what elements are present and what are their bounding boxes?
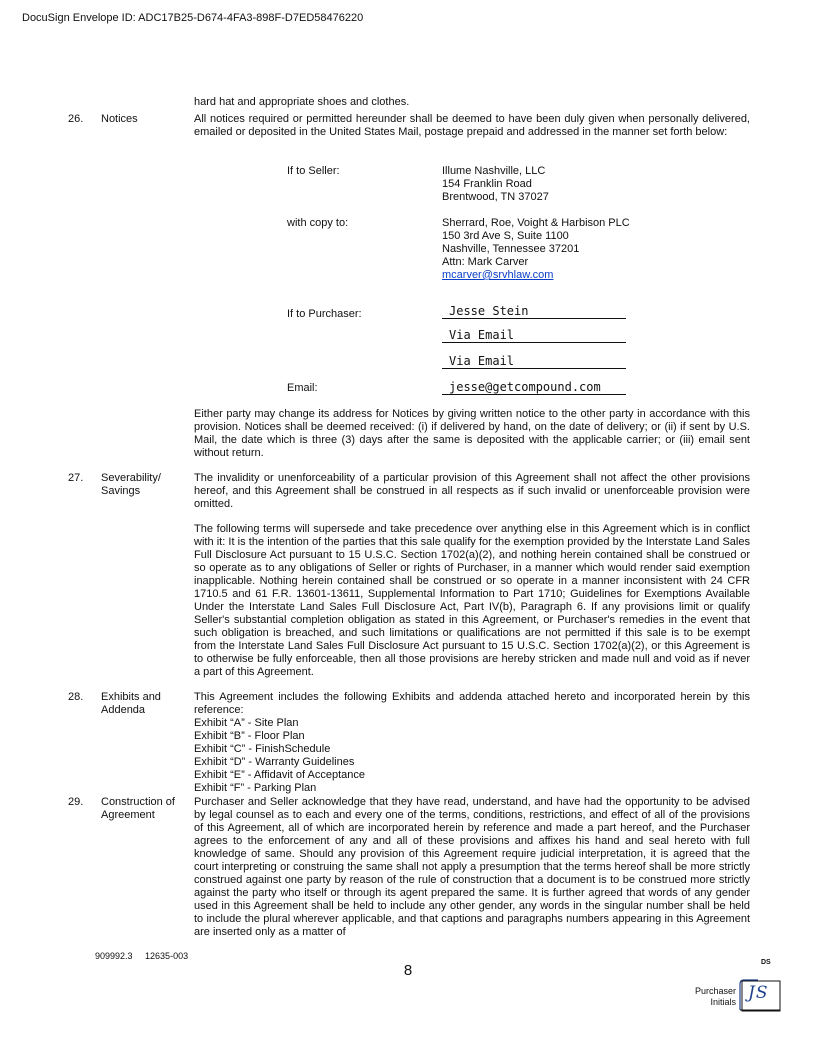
exhibits-block <box>194 691 750 795</box>
section-29-title-line: Construction of <box>101 796 175 808</box>
docusign-envelope-id: DocuSign Envelope ID: ADC17B25-D674-4FA3-898F-D7ED58476220 <box>22 12 364 24</box>
purchaser-initials-label <box>680 986 736 1008</box>
section-28-title-line: Exhibits and <box>101 691 161 703</box>
copy-address-line: Attn: Mark Carver <box>442 256 529 268</box>
initials-stamp[interactable] <box>738 959 782 1016</box>
exhibit-item: Exhibit “C” - FinishSchedule <box>194 743 331 755</box>
page-number: 8 <box>403 962 413 979</box>
purchaser-address-field: Via Email <box>442 328 626 343</box>
section-28-title-line: Addenda <box>101 704 146 716</box>
section-27-number: 27. <box>68 472 84 484</box>
section-26-number: 26. <box>68 113 84 125</box>
exhibits-intro: This Agreement includes the following Exhibits and addenda attached hereto and incorporated herein by this reference: <box>194 691 750 716</box>
seller-label: If to Seller: <box>287 165 340 177</box>
copy-address-line: Sherrard, Roe, Voight & Harbison PLC <box>442 217 630 229</box>
copy-address <box>442 217 630 282</box>
exhibit-item: Exhibit “D” - Warranty Guidelines <box>194 756 355 768</box>
initials-label-line: Purchaser <box>694 986 736 996</box>
seller-address-line: 154 Franklin Road <box>442 178 532 190</box>
seller-address <box>442 165 549 204</box>
exhibit-item: Exhibit “F” - Parking Plan <box>194 782 317 794</box>
continuation-text: hard hat and appropriate shoes and clothes. <box>194 96 410 108</box>
purchaser-city-field: Via Email <box>442 354 626 369</box>
section-27-title-line: Savings <box>101 485 141 497</box>
seller-address-line: Illume Nashville, LLC <box>442 165 546 177</box>
exhibit-item: Exhibit “A” - Site Plan <box>194 717 299 729</box>
notices-closing: Either party may change its address for Notices by giving written notice to the other party in accordance with this provision. Notices shall be deemed received: (i) if delivered by hand, on the date of delivery; or (ii) if sent by U.S. Mail, the date which is three (3) days after the same is deposited with the applicable carrier; or (iii) email sent without return. <box>194 408 750 459</box>
section-28-title <box>101 691 189 717</box>
section-26-title: Notices <box>101 113 138 125</box>
section-27-title-line: Severability/ <box>101 472 161 484</box>
purchaser-name-field: Jesse Stein <box>442 304 626 319</box>
docusign-tag: DS <box>761 959 771 966</box>
purchaser-email-label: Email: <box>287 382 318 394</box>
section-27-title <box>101 472 189 498</box>
section-29-number: 29. <box>68 796 84 808</box>
initials-label-line: Initials <box>710 997 736 1007</box>
exhibit-item: Exhibit “B” - Floor Plan <box>194 730 305 742</box>
section-29-title-line: Agreement <box>101 809 155 821</box>
exhibit-item: Exhibit “E” - Affidavit of Acceptance <box>194 769 365 781</box>
copy-address-line: 150 3rd Ave S, Suite 1100 <box>442 230 569 242</box>
construction-paragraph: Purchaser and Seller acknowledge that they have read, understand, and have had the opportunity to be advised by legal counsel as to each and every one of the terms, conditions, restrictions, and effect of all of the provisions of this Agreement, all of which are incorporated herein by reference and made a part hereof, and the Purchaser agrees to the enforcement of any and all of these provisions and affixes his hand and seal hereto with full knowledge of same. Should any provision of this Agreement require judicial interpretation, it is agreed that the court interpreting or construing the same shall not apply a presumption that the terms hereof shall be more strictly construed against one party by reason of the rule of construction that a document is to be construed more strictly against the party who itself or through its agent prepared the same. It is further agreed that words of any gender used in this Agreement shall be held to include any other gender, any words in the singular number shall be held to include the plural wherever applicable, and that captions and paragraphs numbers appearing in this Agreement are inserted only as a matter of <box>194 796 750 938</box>
purchaser-initials: JS <box>748 983 769 1003</box>
ilsa-exemption-paragraph: The following terms will supersede and take precedence over anything else in this Agreement which is in conflict with it: It is the intention of the parties that this sale qualify for the exemption provided by the Interstate Land Sales Full Disclosure Act pursuant to 15 U.S.C. Section 1702(a)(2), and nothing herein contained shall be construed or so operate as to any obligations of Seller or rights of Purchaser, in a manner which would render said exemption inapplicable. Nothing herein contained shall be construed or so operate in a manner inconsistent with 24 CFR 1710.5 and 61 F.R. 13601-13611, Supplemental Information to Part 1710; Guidelines for Exemptions Available Under the Interstate Land Sales Full Disclosure Act, Part IV(b), Paragraph 6. If any provisions limit or qualify Seller's substantial completion obligation as stated in this Agreement, or Purchaser's remedies in the event that such obligation is breached, and such limitations or qualifications are not permitted if this sale is to be exempt from the Interstate Land Sales Full Disclosure Act pursuant to 15 U.S.C. Section 1702(a)(2), or this Agreement is to otherwise be fully enforceable, then all those provisions are hereby stricken and made null and void as if never a part of this Agreement. <box>194 523 750 678</box>
seller-address-line: Brentwood, TN 37027 <box>442 191 549 203</box>
copy-address-line: Nashville, Tennessee 37201 <box>442 243 580 255</box>
purchaser-email-field: jesse@getcompound.com <box>442 380 626 395</box>
document-code: 909992.3 12635-003 <box>95 951 189 961</box>
severability-paragraph: The invalidity or unenforceability of a particular provision of this Agreement shall not affect the other provisions hereof, and this Agreement shall be construed in all respects as if such invalid or unenforceable provision were omitted. <box>194 472 750 510</box>
purchaser-label: If to Purchaser: <box>287 308 362 320</box>
copy-email-link[interactable]: mcarver@srvhlaw.com <box>442 269 554 281</box>
section-28-number: 28. <box>68 691 84 703</box>
copy-to-label: with copy to: <box>287 217 349 229</box>
section-29-title <box>101 796 189 822</box>
notices-intro: All notices required or permitted hereunder shall be deemed to have been duly given when personally delivered, emailed or deposited in the United States Mail, postage prepaid and addressed in the manner set forth below: <box>194 113 750 138</box>
